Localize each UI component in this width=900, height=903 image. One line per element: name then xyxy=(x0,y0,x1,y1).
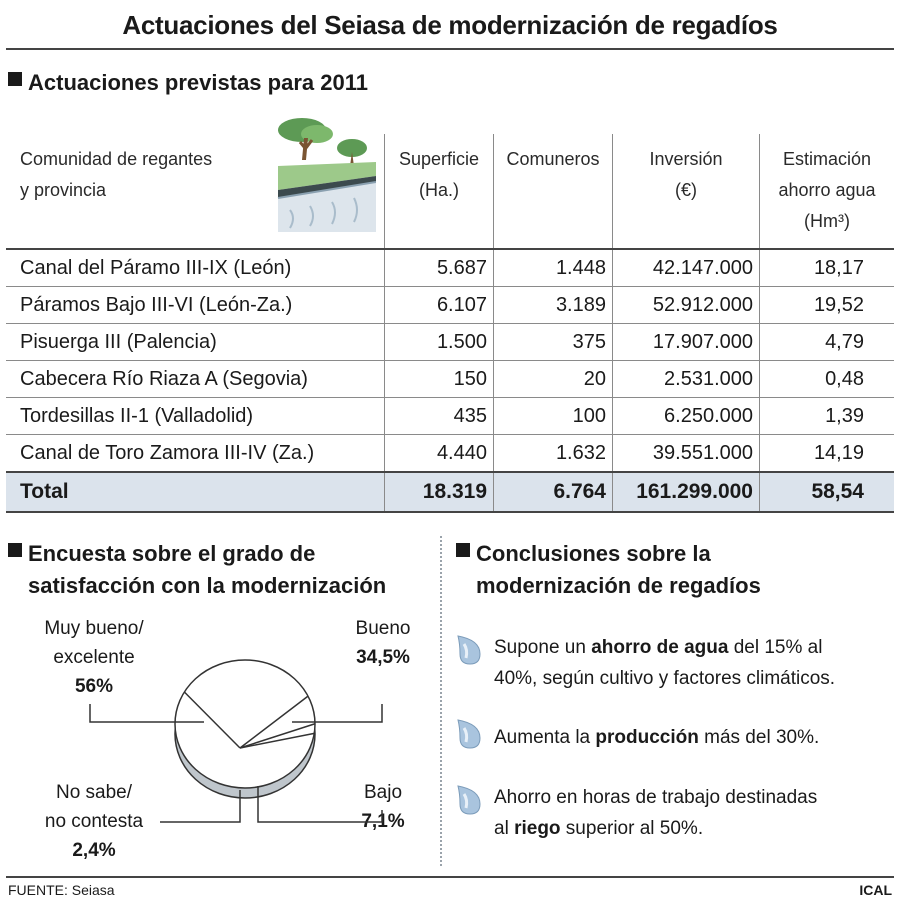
agency-credit: ICAL xyxy=(859,882,892,898)
row-surface: 1.500 xyxy=(385,324,494,361)
row-surface: 150 xyxy=(385,361,494,398)
total-savings: 58,54 xyxy=(760,472,895,512)
row-name: Tordesillas II-1 (Valladolid) xyxy=(6,398,385,435)
table-row xyxy=(6,435,894,473)
table-row xyxy=(6,324,894,361)
slice-value: 34,5% xyxy=(356,647,410,668)
col-header-members: Comuneros xyxy=(494,134,613,249)
actuaciones-table xyxy=(6,134,894,513)
bullet-square-icon xyxy=(8,72,22,86)
title-divider xyxy=(6,48,894,50)
conclusion-item: Supone un ahorro de agua del 15% al 40%, según cultivo y factores climáticos. xyxy=(456,632,896,694)
table-row xyxy=(6,249,894,287)
water-drop-icon xyxy=(456,634,482,666)
total-surface: 18.319 xyxy=(385,472,494,512)
total-members: 6.764 xyxy=(494,472,613,512)
row-members: 20 xyxy=(494,361,613,398)
row-surface: 4.440 xyxy=(385,435,494,473)
row-savings: 0,48 xyxy=(760,361,895,398)
row-members: 100 xyxy=(494,398,613,435)
slice-label-bajo: Bajo 7,1% xyxy=(361,782,405,832)
water-drop-icon xyxy=(456,718,482,750)
row-surface: 5.687 xyxy=(385,249,494,287)
row-investment: 39.551.000 xyxy=(613,435,760,473)
conclusions-heading: Conclusiones sobre la modernización de regadíos xyxy=(456,538,761,602)
row-name: Páramos Bajo III-VI (León-Za.) xyxy=(6,287,385,324)
table-row xyxy=(6,361,894,398)
col-header-investment: Inversión (€) xyxy=(613,134,760,249)
row-name: Cabecera Río Riaza A (Segovia) xyxy=(6,361,385,398)
row-members: 1.448 xyxy=(494,249,613,287)
pie-leader-lines xyxy=(0,600,440,860)
total-investment: 161.299.000 xyxy=(613,472,760,512)
section-divider xyxy=(440,536,442,866)
row-investment: 52.912.000 xyxy=(613,287,760,324)
bullet-square-icon xyxy=(8,543,22,557)
row-members: 3.189 xyxy=(494,287,613,324)
row-members: 1.632 xyxy=(494,435,613,473)
footer-divider xyxy=(6,876,894,878)
slice-label-no-sabe: No sabe/ no contesta 2,4% xyxy=(44,782,144,861)
row-investment: 17.907.000 xyxy=(613,324,760,361)
page-title: Actuaciones del Seiasa de modernización de regadíos xyxy=(122,10,778,40)
source-text: FUENTE: Seiasa xyxy=(8,882,115,898)
table-row xyxy=(6,287,894,324)
row-investment: 2.531.000 xyxy=(613,361,760,398)
bullet-square-icon xyxy=(456,543,470,557)
total-label: Total xyxy=(6,472,385,512)
row-name: Canal de Toro Zamora III-IV (Za.) xyxy=(6,435,385,473)
row-savings: 1,39 xyxy=(760,398,895,435)
row-investment: 42.147.000 xyxy=(613,249,760,287)
row-name: Canal del Páramo III-IX (León) xyxy=(6,249,385,287)
row-name: Pisuerga III (Palencia) xyxy=(6,324,385,361)
conclusion-item: Ahorro en horas de trabajo destinadas al riego superior al 50%. xyxy=(456,782,896,844)
table-row xyxy=(6,398,894,435)
col-header-savings: Estimación ahorro agua (Hm³) xyxy=(760,134,895,249)
row-savings: 19,52 xyxy=(760,287,895,324)
col-header-community: Comunidad de regantes y provincia xyxy=(6,134,385,249)
survey-heading: Encuesta sobre el grado de satisfacción con la modernización xyxy=(8,538,386,602)
row-savings: 14,19 xyxy=(760,435,895,473)
total-row xyxy=(6,472,894,512)
table-heading: Actuaciones previstas para 2011 xyxy=(8,70,368,96)
slice-value: 2,4% xyxy=(72,840,116,861)
row-savings: 4,79 xyxy=(760,324,895,361)
slice-label-muy-bueno: Muy bueno/ excelente 56% xyxy=(44,618,144,697)
row-members: 375 xyxy=(494,324,613,361)
col-header-surface: Superficie (Ha.) xyxy=(385,134,494,249)
slice-value: 7,1% xyxy=(361,811,405,832)
row-investment: 6.250.000 xyxy=(613,398,760,435)
slice-label-bueno: Bueno 34,5% xyxy=(355,618,411,668)
water-drop-icon xyxy=(456,784,482,816)
row-surface: 435 xyxy=(385,398,494,435)
row-savings: 18,17 xyxy=(760,249,895,287)
row-surface: 6.107 xyxy=(385,287,494,324)
slice-value: 56% xyxy=(74,676,114,697)
conclusion-item: Aumenta la producción más del 30%. xyxy=(456,722,896,753)
